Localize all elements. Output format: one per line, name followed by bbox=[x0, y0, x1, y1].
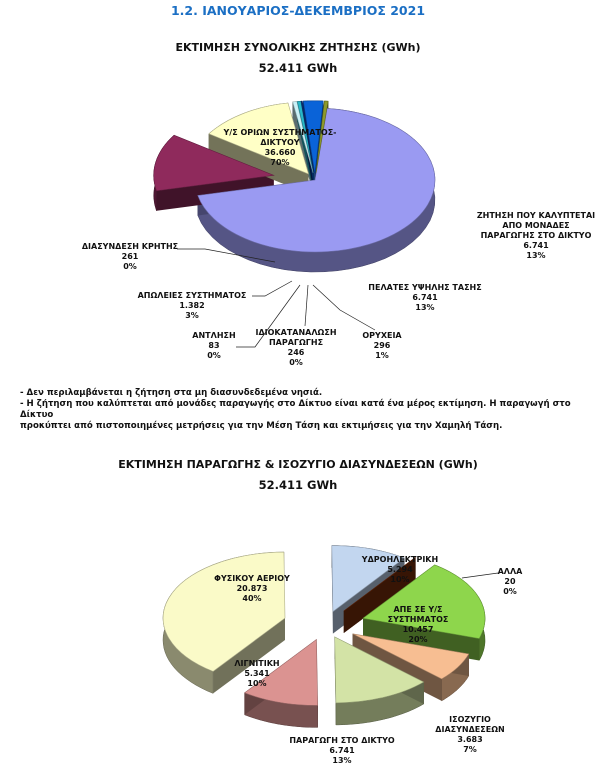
leader-line bbox=[305, 285, 308, 326]
slice-label-line: 20 bbox=[504, 577, 516, 586]
slice-label-line: 10% bbox=[390, 575, 410, 584]
leader-line bbox=[462, 573, 498, 578]
slice-label-line: 1.382 bbox=[179, 301, 205, 310]
slice-label-line: ΖΗΤΗΣΗ ΠΟΥ ΚΑΛΥΠΤΕΤΑΙ bbox=[476, 211, 596, 220]
slice-label bbox=[435, 715, 504, 754]
slice-label bbox=[362, 331, 402, 360]
slice-label-line: 0% bbox=[503, 587, 517, 596]
slice-label bbox=[498, 567, 524, 596]
slice-label-line: 13% bbox=[526, 251, 546, 260]
chart1-title: ΕΚΤΙΜΗΣΗ ΣΥΝΟΛΙΚΗΣ ΖΗΤΗΣΗΣ (GWh) bbox=[175, 41, 421, 54]
slice-label-line: ΛΙΓΝΙΤΙΚΗ bbox=[234, 659, 280, 668]
slice-label-line: 36.660 bbox=[264, 148, 296, 157]
chart1-total: 52.411 GWh bbox=[258, 61, 338, 75]
slice-label-line: 0% bbox=[207, 351, 221, 360]
slice-label-line: ΙΣΟΖΥΓΙΟ bbox=[449, 715, 491, 724]
slice-label-line: 83 bbox=[208, 341, 220, 350]
slice-label-line: 13% bbox=[415, 303, 435, 312]
slice-label-line: ΠΑΡΑΓΩΓΗΣ ΣΤΟ ΔΙΚΤΥΟ bbox=[480, 231, 592, 240]
slice-label-line: 0% bbox=[123, 262, 137, 271]
slice-label-line: 246 bbox=[287, 348, 305, 357]
slice-label-line: 3.683 bbox=[457, 735, 483, 744]
slice-label-line: ΔΙΑΣΥΝΔΕΣΕΩΝ bbox=[435, 725, 505, 734]
slice-label-line: 70% bbox=[270, 158, 290, 167]
slice-label-line: 20.873 bbox=[236, 584, 268, 593]
slice-label-line: 0% bbox=[289, 358, 303, 367]
slice-label-line: 20% bbox=[408, 635, 428, 644]
slice-label bbox=[368, 283, 481, 312]
chart2-total: 52.411 GWh bbox=[258, 478, 338, 492]
slice-label-line: ΠΕΛΑΤΕΣ ΥΨΗΛΗΣ ΤΑΣΗΣ bbox=[368, 283, 482, 292]
slice-label-line: 13% bbox=[332, 756, 352, 765]
leader-line bbox=[252, 281, 292, 296]
pie-1 bbox=[82, 101, 595, 367]
slice-label bbox=[192, 331, 235, 360]
slice-label-line: ΠΑΡΑΓΩΓΗ ΣΤΟ ΔΙΚΤΥΟ bbox=[289, 736, 395, 745]
slice-label-line: ΟΡΥΧΕΙΑ bbox=[362, 331, 402, 340]
slice-label-line: ΑΠΩΛΕΙΕΣ ΣΥΣΤΗΜΑΤΟΣ bbox=[137, 291, 247, 300]
slice-label-line: ΔΙΑΣΥΝΔΕΣΗ ΚΡΗΤΗΣ bbox=[81, 242, 179, 251]
note-line: προκύπτει από πιστοποιημένες μετρήσεις για την Μέση Τάση και εκτιμήσεις για την Χαμηλή Τάση. bbox=[20, 421, 503, 431]
slice-label-line: ΑΛΛΑ bbox=[497, 567, 523, 576]
leader-line bbox=[313, 285, 375, 330]
slice-label-line: 10% bbox=[247, 679, 267, 688]
slice-label-line: 6.741 bbox=[523, 241, 549, 250]
slice-label-line: ΠΑΡΑΓΩΓΗΣ bbox=[268, 338, 324, 347]
slice-label bbox=[477, 211, 595, 260]
note-line: - Η ζήτηση που καλύπτεται από μονάδες παραγωγής στο Δίκτυο είναι κατά ένα μέρος εκτίμηση. Η παραγωγή στο Δίκτυο bbox=[20, 399, 571, 420]
slice-label bbox=[138, 291, 247, 320]
slice-label-line: 10.457 bbox=[402, 625, 434, 634]
slice-label-line: 6.741 bbox=[412, 293, 438, 302]
slice-label-line: 261 bbox=[121, 252, 139, 261]
slice-label-line: ΥΔΡΟΗΛΕΚΤΡΙΚΗ bbox=[361, 555, 439, 564]
slice-label-line: 296 bbox=[373, 341, 391, 350]
slice-label bbox=[255, 328, 336, 367]
slice-label-line: ΑΠΟ ΜΟΝΑΔΕΣ bbox=[502, 221, 570, 230]
slice-label-line: 3% bbox=[185, 311, 199, 320]
slice-label-line: 6.741 bbox=[329, 746, 355, 755]
slice-label bbox=[82, 242, 178, 271]
pie-2 bbox=[163, 546, 523, 765]
slice-label-line: 1% bbox=[375, 351, 389, 360]
slice-label-line: ΑΝΤΛΗΣΗ bbox=[192, 331, 236, 340]
slice-label-line: 40% bbox=[242, 594, 262, 603]
note-line: - Δεν περιλαμβάνεται η ζήτηση στα μη διασυνδεδεμένα νησιά. bbox=[20, 388, 323, 398]
chart2-title: ΕΚΤΙΜΗΣΗ ΠΑΡΑΓΩΓΗΣ & ΙΣΟΖΥΓΙΟ ΔΙΑΣΥΝΔΕΣΕΩΝ (GWh) bbox=[118, 458, 478, 471]
slice-label-line: ΔΙΚΤΥΟΥ bbox=[260, 138, 300, 147]
slice-label-line: ΦΥΣΙΚΟΥ ΑΕΡΙΟΥ bbox=[214, 574, 290, 583]
slice-label-line: ΙΔΙΟΚΑΤΑΝΑΛΩΣΗ bbox=[255, 328, 337, 337]
slice-label-line: ΣΥΣΤΗΜΑΤΟΣ bbox=[387, 615, 449, 624]
slice-label-line: 7% bbox=[463, 745, 477, 754]
slice-label-line: 5.341 bbox=[244, 669, 270, 678]
slice-label-line: ΑΠΕ ΣΕ Υ/Σ bbox=[393, 605, 443, 614]
page-heading: 1.2. ΙΑΝΟΥΑΡΙΟΣ-ΔΕΚΕΜΒΡΙΟΣ 2021 bbox=[170, 3, 426, 18]
slice-label-line: 5.294 bbox=[387, 565, 413, 574]
slice-label bbox=[289, 736, 395, 765]
slice-label-line: Υ/Σ ΟΡΙΩΝ ΣΥΣΤΗΜΑΤΟΣ- bbox=[223, 128, 337, 137]
